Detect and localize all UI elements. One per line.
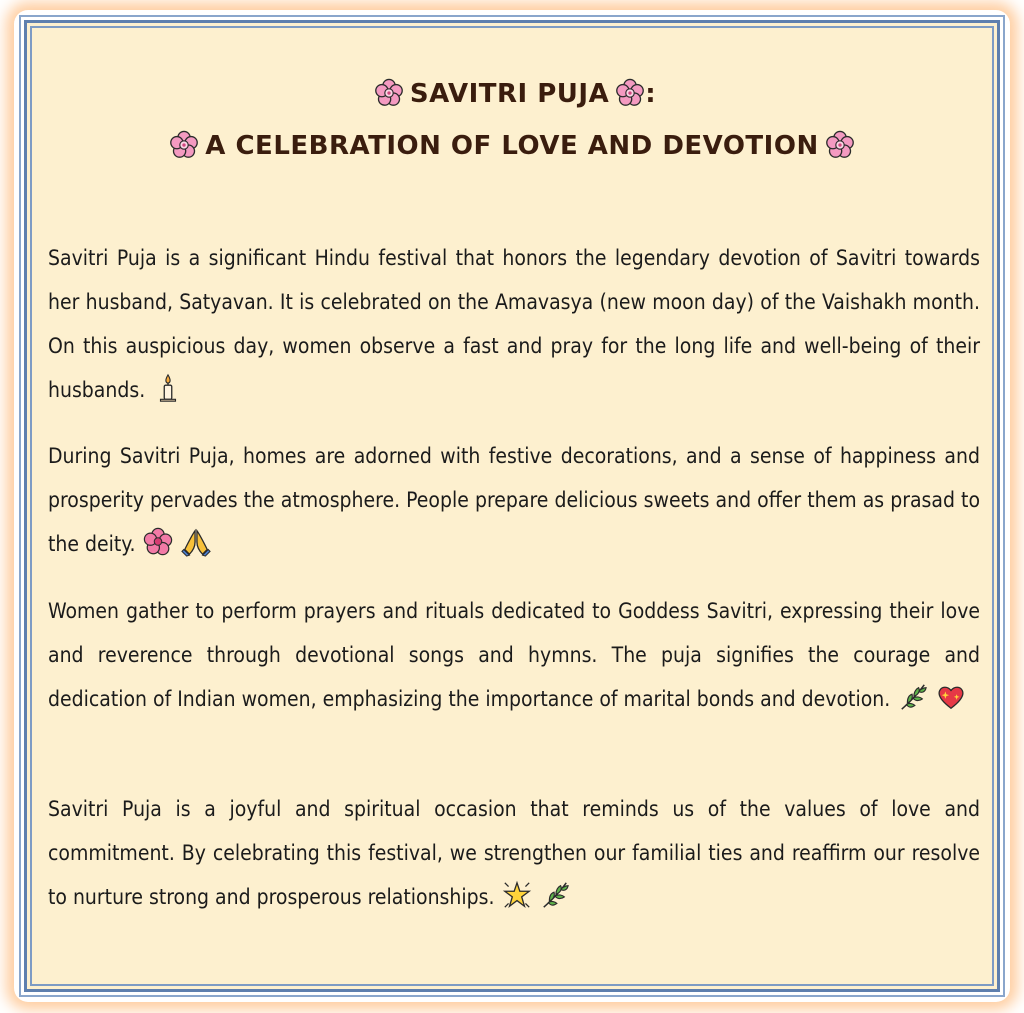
paragraph-conclusion bbox=[48, 787, 980, 919]
folded-hands-icon bbox=[181, 527, 211, 557]
paragraph-intro bbox=[48, 236, 980, 412]
cherry-blossom-icon bbox=[825, 130, 855, 160]
title-colon: : bbox=[645, 79, 657, 109]
title-line-2 bbox=[0, 130, 1024, 161]
paragraph-text: Women gather to perform prayers and rituals dedicated to Goddess Savitri, expressing their love and reverence through devotional songs and hymns. The puja signifies the courage and dedication of Indian women, emphasizing the importance of marital bonds and devotion. bbox=[48, 599, 980, 711]
title-line-1 bbox=[0, 78, 1024, 109]
paragraph-text: Savitri Puja is a joyful and spiritual occasion that reminds us of the values of love and commitment. By celebrating this festival, we strengthen our familial ties and reaffirm our resolve to nurture strong and prosperous relationships. bbox=[48, 797, 980, 909]
cherry-blossom-icon bbox=[169, 130, 199, 160]
title-text-1: SAVITRI PUJA bbox=[409, 79, 610, 109]
glowing-star-icon bbox=[502, 880, 532, 910]
cherry-blossom-icon bbox=[374, 78, 404, 108]
herb-icon bbox=[898, 682, 928, 712]
title-text-2: A CELEBRATION OF LOVE AND DEVOTION bbox=[205, 131, 819, 161]
sparkling-heart-icon bbox=[936, 682, 966, 712]
paragraph-text: During Savitri Puja, homes are adorned with festive decorations, and a sense of happiness and prosperity pervades the atmosphere. People prepare delicious sweets and offer them as prasad to the deity. bbox=[48, 444, 980, 556]
cherry-blossom-icon bbox=[615, 78, 645, 108]
hibiscus-icon bbox=[143, 527, 173, 557]
herb-icon bbox=[540, 880, 570, 910]
paragraph-decorations bbox=[48, 434, 980, 566]
paragraph-text: Savitri Puja is a significant Hindu festival that honors the legendary devotion of Savitri towards her husband, Satyavan. It is celebrated on the Amavasya (new moon day) of the Vaishakh month. On this auspicious day, women observe a fast and pray for the long life and well-being of their husbands. bbox=[48, 246, 980, 402]
candle-icon bbox=[153, 373, 183, 403]
paragraph-prayers bbox=[48, 589, 980, 721]
